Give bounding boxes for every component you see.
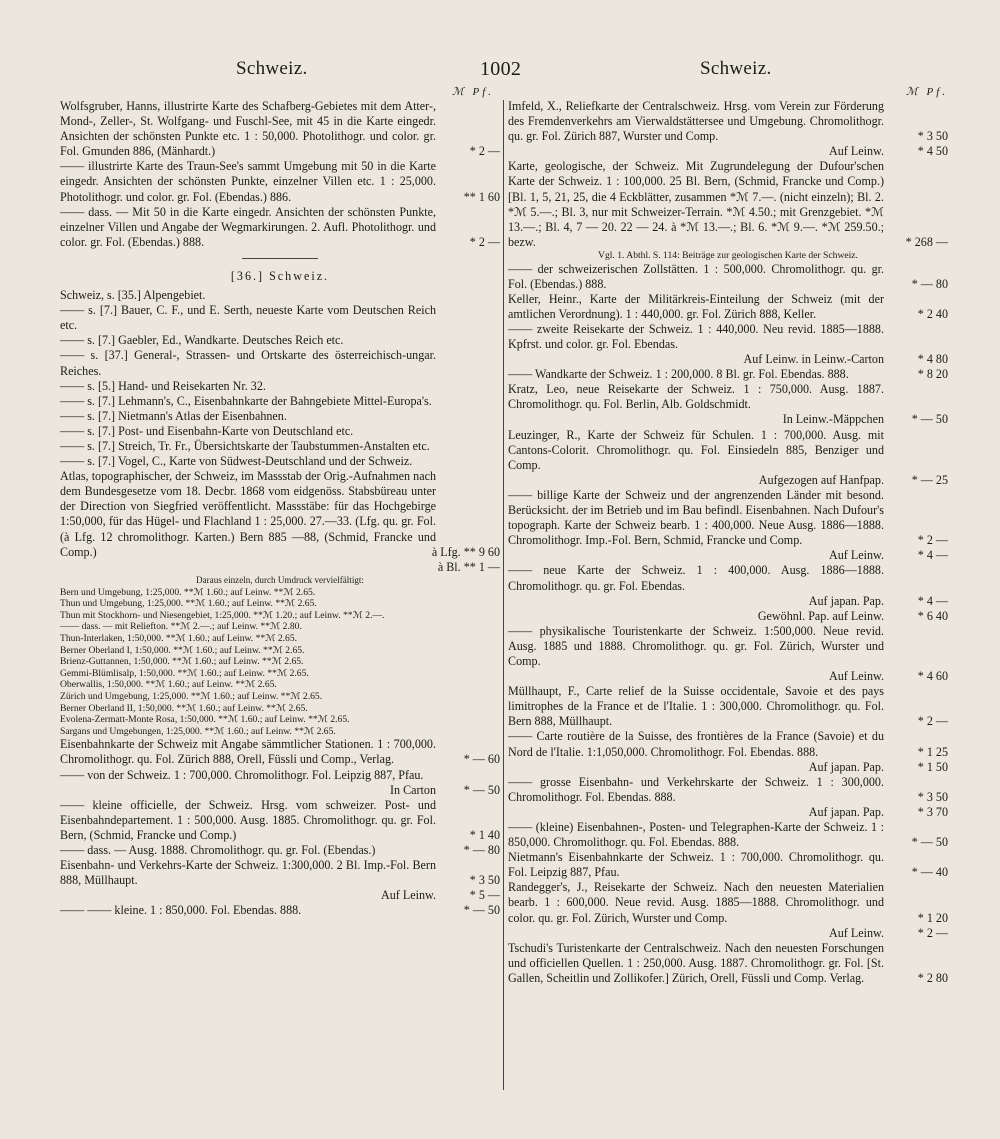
binding-label: Auf Leinw.: [829, 548, 884, 563]
binding-label: In Carton: [389, 782, 436, 797]
entry-text: Wolfsgruber, Hanns, illustrirte Karte des Schafberg-Gebietes mit dem Atter-, Mond-, Zeller-, St. Wolfgang- und Fuschl-See, mit 45 in die Karte eingedr. Ansichten der schönsten Punkte etc. 1 : 50,000. Photolithogr. und color. gr. Fol. Gmunden 886, (Mänhardt.): [60, 99, 436, 159]
entry: [508, 775, 948, 820]
entry: [508, 488, 948, 563]
entry-text: Eisenbahnkarte der Schweiz mit Angabe sämmtlicher Stationen. 1 : 700,000. Chromolithogr. qu. Fol. Zürich 888, Orell, Füssli und Comp., Verlag.: [60, 737, 436, 767]
entry-price: * — 50: [911, 835, 948, 850]
binding-label: Auf Leinw.: [829, 925, 884, 940]
right-column: [508, 99, 948, 986]
entry-binding: [60, 782, 500, 798]
entry-note: Vgl. 1. Abthl. S. 114: Beiträge zur geologischen Karte der Schweiz.: [598, 249, 858, 261]
entry-price: * — 50: [911, 412, 948, 427]
entry: [508, 563, 948, 623]
entry-price: * 6 40: [917, 608, 948, 623]
entry: [508, 322, 948, 367]
entry-text: —— billige Karte der Schweiz und der angrenzenden Länder mit besond. Berücksicht. der im Betrieb und im Bau befindl. Eisenbahnen. Nach Dufour's topograph. Karte der Schweiz bearb. 1 : 400,000. Neue Ausg. 1886—1888. Chromolithogr. Imp.-Fol. Bern, Schmid, Francke und Comp.: [508, 487, 884, 548]
entry-price: * 5 —: [469, 888, 500, 903]
entry: [508, 159, 948, 250]
entry: [60, 737, 500, 767]
entry: [60, 205, 500, 250]
entry-text: Atlas, topographischer, der Schweiz, im Massstab der Orig.-Aufnahmen nach dem Bundesgesetze vom 18. Decbr. 1868 vom eidgenöss. Stabsbüreau unter der Direction von Siegfried veröffentlicht. Massstäbe: für das Hochgebirge 1:50,000, für das Hügel- und Flachland 1 : 25,000. 27.—33. (Lfg. qu. gr. Fol. (à Lfg. 12 chromolithogr. Karten.) Bern 885 —88, (Schmid, Francke und Comp.): [60, 469, 436, 559]
entry-text: —— von der Schweiz. 1 : 700,000. Chromolithogr. Fol. Leipzig 887, Pfau.: [60, 767, 424, 782]
cross-reference: —— s. [7.] Bauer, C. F., und E. Serth, neueste Karte vom Deutschen Reich etc.: [60, 303, 436, 333]
entry: [508, 941, 948, 986]
cross-reference: —— s. [37.] General-, Strassen- und Ortskarte des österreichisch-ungar. Reiches.: [60, 348, 436, 378]
entry-price: * — 50: [463, 903, 500, 918]
entry-price: * 3 50: [917, 789, 948, 804]
entry: [60, 798, 500, 843]
cross-reference: —— s. [7.] Nietmann's Atlas der Eisenbahnen.: [60, 408, 287, 423]
entry-price: * 1 50: [917, 759, 948, 774]
cross-reference: —— s. [7.] Vogel, C., Karte von Südwest-Deutschland und der Schweiz.: [60, 454, 413, 469]
entry-price: * 4 —: [917, 593, 948, 608]
entry: [60, 99, 500, 159]
entry-binding: [508, 759, 948, 775]
entry-text: —— zweite Reisekarte der Schweiz. 1 : 440,000. Neu revid. 1885—1888. Kpfrst. und color. gr. Fol. Ebendas.: [508, 321, 884, 351]
entry: [508, 820, 948, 850]
entry: [508, 262, 948, 292]
price-column-header-right: ℳ Pf.: [906, 86, 949, 98]
list-item: Bern und Umgebung, 1:25,000. **ℳ 1.60.; auf Leinw. **ℳ 2.65.: [60, 586, 316, 598]
binding-label: In Leinw.-Mäppchen: [782, 412, 884, 427]
entry-text: Müllhaupt, F., Carte relief de la Suisse occidentale, Savoie et des pays limitrophes de la France et de l'Italie. 1 : 300,000. Chromolithogr. qu. Fol. Bern 888, Müllhaupt.: [508, 684, 884, 729]
entry-price: * 3 50: [469, 873, 500, 888]
entry-price: * — 80: [911, 276, 948, 291]
sublist-heading: Daraus einzeln, durch Umdruck vervielfältigt:: [196, 574, 364, 585]
entry: [60, 159, 500, 204]
binding-label: Auf Leinw.: [829, 669, 884, 684]
sublist: [60, 587, 500, 738]
cross-reference: —— s. [7.] Streich, Tr. Fr., Übersichtskarte der Taubstummen-Anstalten etc.: [60, 438, 430, 453]
binding-label: Auf japan. Pap.: [808, 759, 884, 774]
entry: [508, 292, 948, 322]
entry: [508, 99, 948, 159]
entry: [508, 624, 948, 684]
entry-price: * 2 —: [469, 144, 500, 159]
section-rule: [242, 258, 318, 259]
entry-price: * 2 80: [917, 970, 948, 985]
entry-binding: [508, 593, 948, 609]
list-item: Berner Oberland II, 1:50,000. **ℳ 1.60.; auf Leinw. **ℳ 2.65.: [60, 702, 308, 714]
entry-price: * 2 —: [917, 925, 948, 940]
entry-price: * — 25: [911, 472, 948, 487]
entry-binding: [508, 608, 948, 624]
section-heading: [36.] Schweiz.: [230, 268, 330, 283]
entry-text: —— kleine officielle, der Schweiz. Hrsg. vom schweizer. Post- und Eisenbahndepartement. 1 : 500,000. Ausg. 1885. Chromolithogr. qu. gr. Fol. Bern, (Schmid, Francke und Comp.): [60, 797, 436, 842]
cross-reference: —— s. [7.] Gaebler, Ed., Wandkarte. Deutsches Reich etc.: [60, 333, 344, 348]
entry-text: —— —— kleine. 1 : 850,000. Fol. Ebendas. 888.: [60, 903, 302, 918]
entry-price: * 3 50: [917, 129, 948, 144]
entry-price: * — 50: [463, 782, 500, 797]
entry-price: * 1 40: [469, 827, 500, 842]
entry-binding: [508, 352, 948, 367]
cross-reference: —— s. [7.] Post- und Eisenbahn-Karte von Deutschland etc.: [60, 423, 354, 438]
entry-price: * 268 —: [905, 234, 948, 249]
cross-reference: —— s. [5.] Hand- und Reisekarten Nr. 32.: [60, 378, 266, 393]
entry-text: Randegger's, J., Reisekarte der Schweiz. Nach den neuesten Materialien bearb. 1 : 600,000. Neue revid. Ausg. 1885—1888. Chromolithogr. und color. qu. gr. Fol. Zürich, Wurster und Comp.: [508, 880, 884, 925]
entry-text: —— neue Karte der Schweiz. 1 : 400,000. Ausg. 1886—1888. Chromolithogr. qu. gr. Fol. Ebendas.: [508, 563, 884, 593]
list-item: —— dass. — mit Reliefton. **ℳ 2.—.; auf Leinw. **ℳ 2.80.: [60, 621, 302, 633]
entry-price: * 4 50: [917, 144, 948, 159]
entry-text: —— dass. — Ausg. 1888. Chromolithogr. qu. gr. Fol. (Ebendas.): [60, 842, 376, 857]
binding-label: Gewöhnl. Pap. auf Leinw.: [757, 608, 884, 623]
binding-label: Auf Leinw.: [829, 144, 884, 159]
entry: [508, 382, 948, 427]
list-item: Thun und Umgebung, 1:25,000. **ℳ 1.60.; auf Leinw. **ℳ 2.65.: [60, 598, 317, 610]
entry-binding: [508, 472, 948, 488]
entry: [508, 367, 948, 382]
entry-price: * — 60: [463, 752, 500, 767]
cross-reference: Schweiz, s. [35.] Alpengebiet.: [60, 288, 206, 303]
binding-label: Auf japan. Pap.: [808, 804, 884, 819]
entry-price: * — 80: [463, 842, 500, 857]
list-item: Thun-Interlaken, 1:50,000. **ℳ 1.60.; auf Leinw. **ℳ 2.65.: [60, 632, 298, 644]
entry-text: —— der schweizerischen Zollstätten. 1 : 500,000. Chromolithogr. qu. gr. Fol. (Ebendas.) 888.: [508, 261, 884, 291]
entry-text: —— dass. — Mit 50 in die Karte eingedr. Ansichten der schönsten Punkte, einzelner Villen und Angabe der Wegmarkirungen. 2. Aufl. Photolithogr. und color. gr. Fol. (Ebendas.) 888.: [60, 204, 436, 249]
entry-text: —— illustrirte Karte des Traun-See's sammt Umgebung mit 50 in die Karte eingedr. Ansichten der schönsten Punkte, einzelner Villen etc. 1 : 25,000. Photolithogr. und color. gr. Fol. (Ebendas.) 886.: [60, 159, 436, 204]
entry: [508, 684, 948, 729]
entry-text: Nietmann's Eisenbahnkarte der Schweiz. 1 : 700,000. Chromolithogr. qu. Fol. Leipzig 887, Pfau.: [508, 850, 884, 880]
page-number: 1002: [480, 58, 522, 80]
entry-price: * 4 —: [917, 548, 948, 563]
entry-binding: [508, 669, 948, 684]
entry-text: —— physikalische Touristenkarte der Schweiz. 1:500,000. Neue revid. Ausg. 1885 und 1888. Chromolithogr. qu. gr. Fol. Zürich, Wurster und Comp.: [508, 623, 884, 668]
list-item: Thun mit Stockhorn- und Niesengebiet, 1:25,000. **ℳ 1.20.; auf Leinw. **ℳ 2.—.: [60, 609, 385, 621]
entry: [60, 858, 500, 903]
column-divider: [503, 100, 504, 1090]
running-head-left: Schweiz.: [236, 58, 308, 79]
entry-text: Keller, Heinr., Karte der Militärkreis-Einteilung der Schweiz (mit der amtlichen Verordnung). 1 : 440,000. gr. Fol. Zürich 888, Keller.: [508, 291, 884, 321]
entry: [60, 469, 500, 575]
entry-price: à Lfg. ** 9 60: [431, 544, 500, 559]
left-column: [60, 99, 500, 918]
list-item: Brienz-Guttannen, 1:50,000. **ℳ 1.60.; auf Leinw. **ℳ 2.65.: [60, 656, 304, 668]
entry: [508, 729, 948, 774]
entry-text: Karte, geologische, der Schweiz. Mit Zugrundelegung der Dufour'schen Karte der Schweiz. 1 : 100,000. 25 Bl. Bern, (Schmid, Francke und Comp.) [Bl. 1, 5, 21, 25, die 4 Eckblätter, zusammen *ℳ 7.—. (nicht einzeln); Bl. 2. *ℳ 5.—.; Bl. 3, nur mit Schweizer-Terrain. *ℳ 4.50.; mit Grenzgebiet. *ℳ 13.—.; Bl. 4, 7 — 20. 22 — 24. à *ℳ 13.—.; Bl. 6. *ℳ 9.—. *ℳ 259.50.; bezw.: [508, 159, 884, 249]
entry-price: ** 1 60: [463, 189, 500, 204]
entry-price: * 4 60: [917, 669, 948, 684]
entry-price: * 2 40: [917, 306, 948, 321]
entry-price: * 2 —: [469, 234, 500, 249]
entry-text: Eisenbahn- und Verkehrs-Karte der Schweiz. 1:300,000. 2 Bl. Imp.-Fol. Bern 888, Müllhaupt.: [60, 858, 436, 888]
entry-price: * 4 80: [917, 352, 948, 367]
entry-text: Leuzinger, R., Karte der Schweiz für Schulen. 1 : 700,000. Ausg. mit Cantons-Colorit. Chromolithogr. qu. Fol. Einsiedeln 885, Benziger und Comp.: [508, 427, 884, 472]
entry-text: Kratz, Leo, neue Reisekarte der Schweiz. 1 : 750,000. Ausg. 1887. Chromolithogr. qu. Fol. Berlin, Alb. Goldschmidt.: [508, 382, 884, 412]
entry: [508, 850, 948, 880]
entry-binding: [508, 925, 948, 941]
list-item: Evolena-Zermatt-Monte Rosa, 1:50,000. **ℳ 1.60.; auf Leinw. **ℳ 2.65.: [60, 714, 350, 726]
entry-text: —— Wandkarte der Schweiz. 1 : 200,000. 8 Bl. gr. Fol. Ebendas. 888.: [508, 367, 849, 382]
entry-binding: [60, 888, 500, 903]
entry-price: à Bl. ** 1 —: [437, 559, 500, 574]
entry-price: * 1 20: [917, 910, 948, 925]
list-item: Oberwallis, 1:50,000. **ℳ 1.60.; auf Leinw. **ℳ 2.65.: [60, 679, 277, 691]
binding-label: Aufgezogen auf Hanfpap.: [758, 472, 884, 487]
binding-label: Auf Leinw.: [381, 888, 436, 903]
entry-binding: [508, 412, 948, 427]
entry-price: * 1 25: [917, 744, 948, 759]
list-item: Sargans und Umgebungen, 1:25,000. **ℳ 1.60.; auf Leinw. **ℳ 2.65.: [60, 725, 336, 737]
entry-price: * — 40: [911, 865, 948, 880]
list-item: Gemmi-Blümlisalp, 1:50,000. **ℳ 1.60.; auf Leinw. **ℳ 2.65.: [60, 667, 309, 679]
entry-text: —— Carte routière de la Suisse, des frontières de la France (Savoie) et du Nord de l'Italie. 1:1,050,000. Chromolithogr. Fol. Ebendas. 888.: [508, 729, 884, 759]
entry-binding: [508, 144, 948, 159]
entry-binding: [508, 548, 948, 563]
entry-text: Tschudi's Turistenkarte der Centralschweiz. Nach den neuesten Forschungen und officiellen Quellen. 1 : 250,000. Ausg. 1887. Chromolithogr. gr. Fol. [St. Gallen, Scheitlin und Zollikofer.] Zürich, Orell, Füssli und Comp. Verlag.: [508, 940, 884, 985]
binding-label: Auf japan. Pap.: [808, 593, 884, 608]
list-item: Berner Oberland I, 1:50,000. **ℳ 1.60.; auf Leinw. **ℳ 2.65.: [60, 644, 305, 656]
list-item: Zürich und Umgebung, 1:25,000. **ℳ 1.60.; auf Leinw. **ℳ 2.65.: [60, 690, 323, 702]
cross-reference: —— s. [7.] Lehmann's, C., Eisenbahnkarte der Bahngebiete Mittel-Europa's.: [60, 393, 432, 408]
entry-binding: [508, 804, 948, 820]
entry-text: —— grosse Eisenbahn- und Verkehrskarte der Schweiz. 1 : 300,000. Chromolithogr. Fol. Ebendas. 888.: [508, 774, 884, 804]
entry-price: * 2 —: [917, 533, 948, 548]
running-head-right: Schweiz.: [700, 58, 772, 79]
entry-price: * 8 20: [917, 367, 948, 382]
entry-text: Imfeld, X., Reliefkarte der Centralschweiz. Hrsg. vom Verein zur Förderung des Fremdenverkehrs am Vierwaldstättersee und Umgebung. Chromolithogr. qu. gr. Fol. Zürich 887, Wurster und Comp.: [508, 99, 884, 144]
entry: [60, 768, 500, 798]
entry: [508, 880, 948, 940]
entry: [508, 428, 948, 488]
binding-label: Auf Leinw. in Leinw.-Carton: [743, 352, 884, 367]
entry-price: * 2 —: [917, 714, 948, 729]
entry-price: * 3 70: [917, 804, 948, 819]
entry-text: —— (kleine) Eisenbahnen-, Posten- und Telegraphen-Karte der Schweiz. 1 : 850,000. Chromolithogr. qu. Fol. Ebendas. 888.: [508, 820, 884, 850]
price-column-header-left: ℳ Pf.: [452, 86, 495, 98]
entry: [60, 903, 500, 918]
entry: [60, 843, 500, 858]
